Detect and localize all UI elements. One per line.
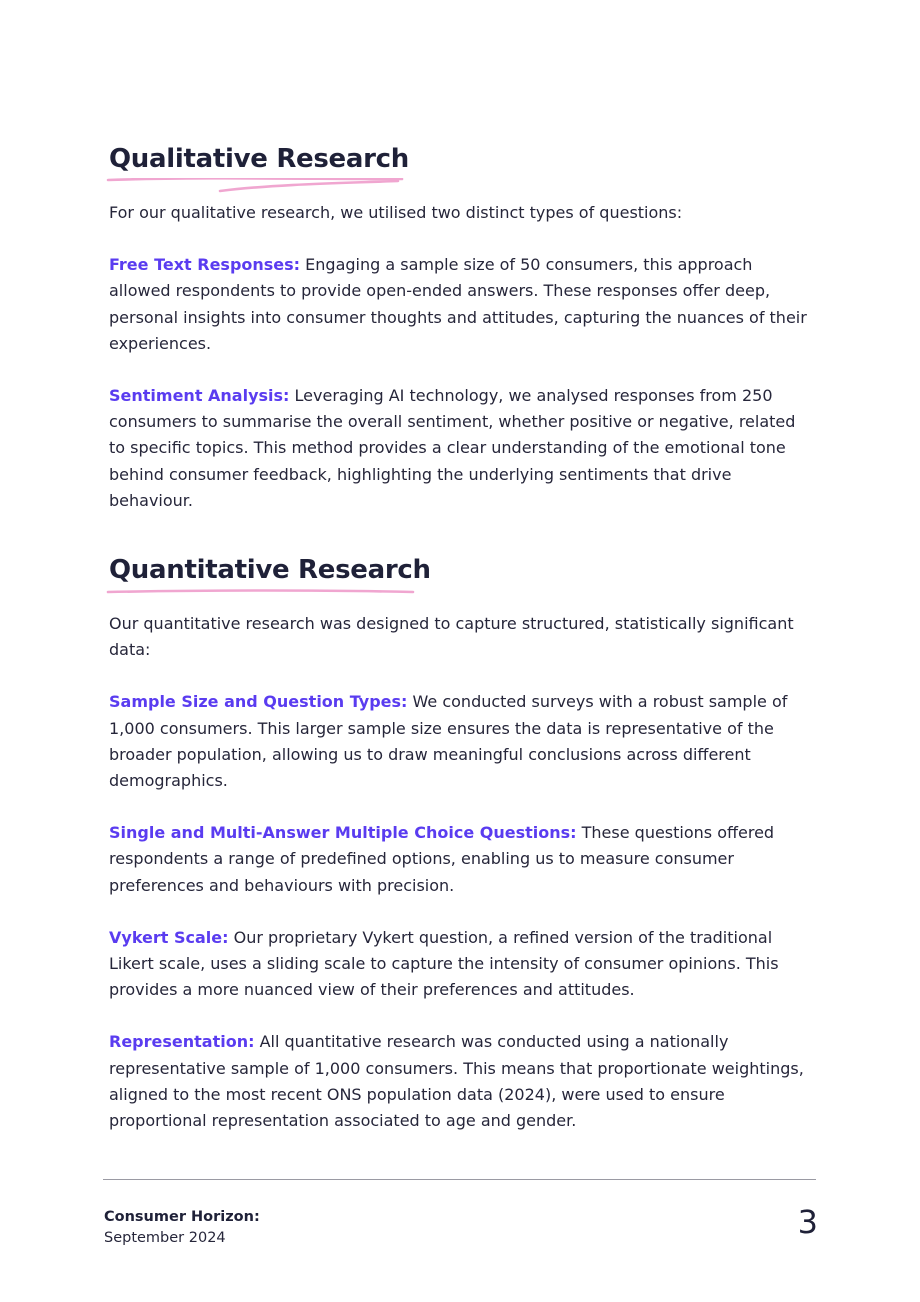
- quantitative-intro: Our quantitative research was designed to capture structured, statistically significant data:: [109, 614, 794, 660]
- term-label: Free Text Responses:: [109, 255, 301, 275]
- term-description: Leveraging AI technology, we analysed responses from 250 consumers to summarise the overall sentiment, whether positive or negative, related to specific topics. This method provides a clear understanding of the emotional tone behind consumer feedback, highlighting the underlying sentiments that drive behaviour.: [109, 386, 796, 510]
- quantitative-item-representation: [109, 1029, 809, 1134]
- qualitative-heading: Qualitative Research: [109, 144, 409, 174]
- qualitative-item-free-text: [109, 252, 809, 357]
- quantitative-item-vykert-scale: [109, 925, 809, 1004]
- quantitative-heading: Quantitative Research: [109, 555, 431, 585]
- heading-underline-decoration: [106, 178, 406, 194]
- term-label: Sentiment Analysis:: [109, 386, 290, 406]
- heading-underline-decoration: [106, 589, 418, 597]
- footer-date: September 2024: [104, 1230, 226, 1246]
- qualitative-section: [109, 140, 809, 514]
- quantitative-section: [109, 551, 809, 1134]
- quantitative-item-sample-size: [109, 689, 809, 794]
- term-description: Our proprietary Vykert question, a refined version of the traditional Likert scale, uses a sliding scale to capture the intensity of consumer opinions. This provides a more nuanced view of their preferences and attitudes.: [109, 927, 779, 1000]
- term-description: All quantitative research was conducted using a nationally representative sample of 1,000 consumers. This means that proportionate weightings, aligned to the most recent ONS population data (2024), were used to ensure proportional representation associated to age and gender.: [109, 1032, 804, 1131]
- term-description: Engaging a sample size of 50 consumers, this approach allowed respondents to provide open-ended answers. These responses offer deep, personal insights into consumer thoughts and attitudes, capturing the nuances of their experiences.: [109, 255, 807, 353]
- term-label: Representation:: [109, 1032, 255, 1052]
- footer-divider: [103, 1179, 816, 1180]
- term-label: Single and Multi-Answer Multiple Choice Questions:: [109, 823, 577, 843]
- qualitative-item-sentiment: [109, 383, 809, 514]
- page-number: 3: [797, 1203, 818, 1241]
- term-description: We conducted surveys with a robust sample of 1,000 consumers. This larger sample size ensures the data is representative of the broader population, allowing us to draw meaningful conclusions across different demographics.: [109, 692, 788, 791]
- term-description: These questions offered respondents a range of predefined options, enabling us to measure consumer preferences and behaviours with precision.: [109, 823, 775, 895]
- term-label: Vykert Scale:: [109, 927, 229, 947]
- footer-publication-title: Consumer Horizon:: [104, 1209, 260, 1225]
- term-label: Sample Size and Question Types:: [109, 692, 408, 712]
- quantitative-item-multiple-choice: [109, 820, 809, 899]
- qualitative-intro: For our qualitative research, we utilised two distinct types of questions:: [109, 203, 683, 222]
